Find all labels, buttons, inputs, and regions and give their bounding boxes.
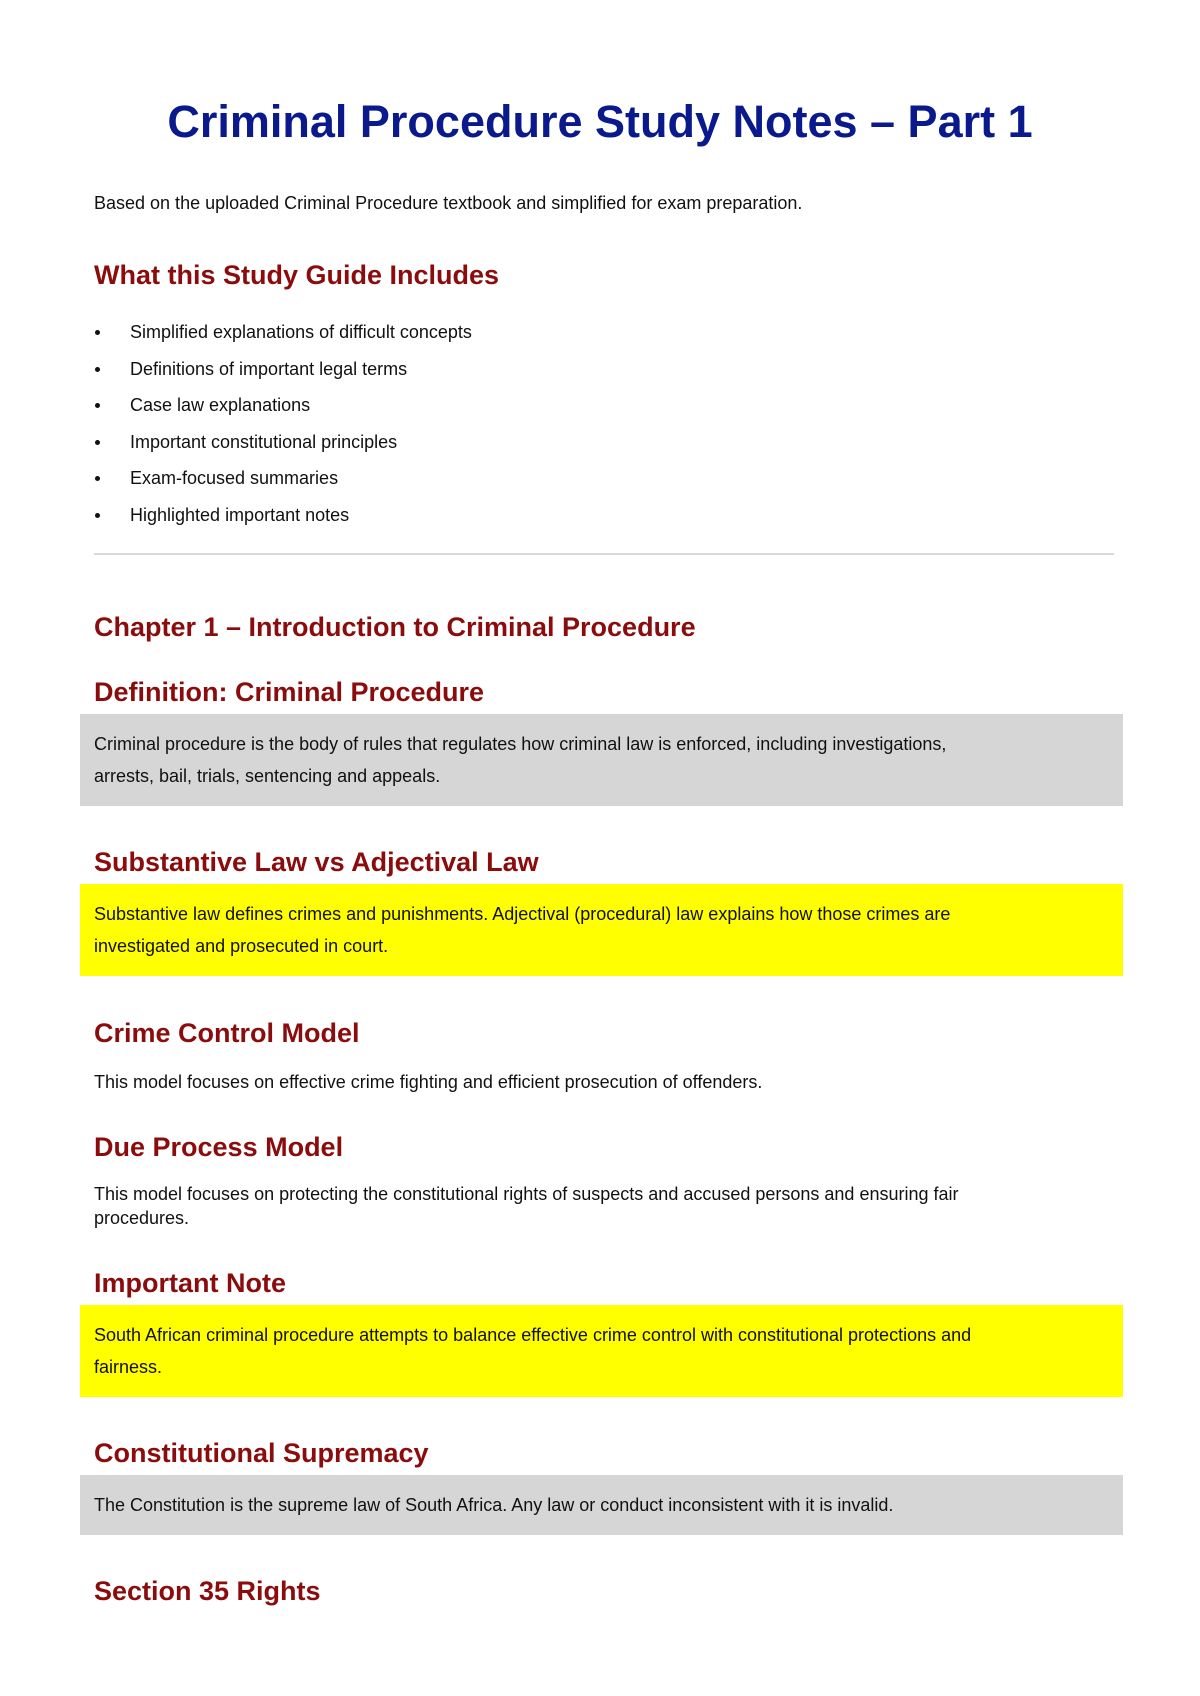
list-item [94,393,472,417]
chapter-heading: Chapter 1 – Introduction to Criminal Procedure [94,612,696,642]
supremacy-box [80,1475,1123,1535]
bullet-icon [95,476,100,481]
list-item [94,466,472,490]
important-note-box [80,1305,1123,1397]
due-process-text [94,1182,1114,1230]
due-process-heading: Due Process Model [94,1132,344,1162]
document-subtitle: Based on the uploaded Criminal Procedure textbook and simplified for exam preparation. [94,193,803,213]
due-process-text-line: procedures. [94,1208,190,1228]
due-process-text-line: This model focuses on protecting the constitutional rights of suspects and accused persons and ensuring fair [94,1184,959,1204]
list-item-text: Case law explanations [130,395,311,415]
substantive-text-line: Substantive law defines crimes and punishments. Adjectival (procedural) law explains how those crimes are [94,904,951,924]
list-item [94,320,472,344]
includes-list [94,320,472,539]
substantive-box [80,884,1123,976]
list-item [94,430,472,454]
bullet-icon [95,440,100,445]
bullet-icon [95,403,100,408]
important-note-heading: Important Note [94,1268,286,1298]
substantive-heading: Substantive Law vs Adjectival Law [94,847,539,877]
document-title: Criminal Procedure Study Notes – Part 1 [167,96,1033,147]
list-item-text: Simplified explanations of difficult concepts [130,322,472,342]
substantive-text-line: investigated and prosecuted in court. [94,936,389,956]
definition-text-line: arrests, bail, trials, sentencing and appeals. [94,766,441,786]
list-item-text: Important constitutional principles [130,431,398,452]
definition-box [80,714,1123,806]
definition-text-line: Criminal procedure is the body of rules that regulates how criminal law is enforced, including investigations, [94,734,947,754]
important-note-text-line: fairness. [94,1357,163,1377]
bullet-icon [95,367,100,372]
section-divider [94,553,1114,555]
includes-heading: What this Study Guide Includes [94,260,500,290]
section35-heading: Section 35 Rights [94,1576,321,1606]
crime-control-heading: Crime Control Model [94,1018,360,1048]
bullet-icon [95,330,100,335]
list-item [94,357,472,381]
crime-control-text: This model focuses on effective crime fighting and efficient prosecution of offenders. [94,1072,763,1092]
bullet-icon [95,513,100,518]
definition-heading: Definition: Criminal Procedure [94,677,485,707]
list-item-text: Exam-focused summaries [130,468,339,488]
list-item-text: Definitions of important legal terms [130,358,408,379]
important-note-text-line: South African criminal procedure attempts to balance effective crime control with constitutional protections and [94,1325,972,1345]
supremacy-text: The Constitution is the supreme law of South Africa. Any law or conduct inconsistent with it is invalid. [94,1495,894,1515]
supremacy-heading: Constitutional Supremacy [94,1438,429,1468]
list-item-text: Highlighted important notes [130,504,350,525]
list-item [94,503,472,527]
